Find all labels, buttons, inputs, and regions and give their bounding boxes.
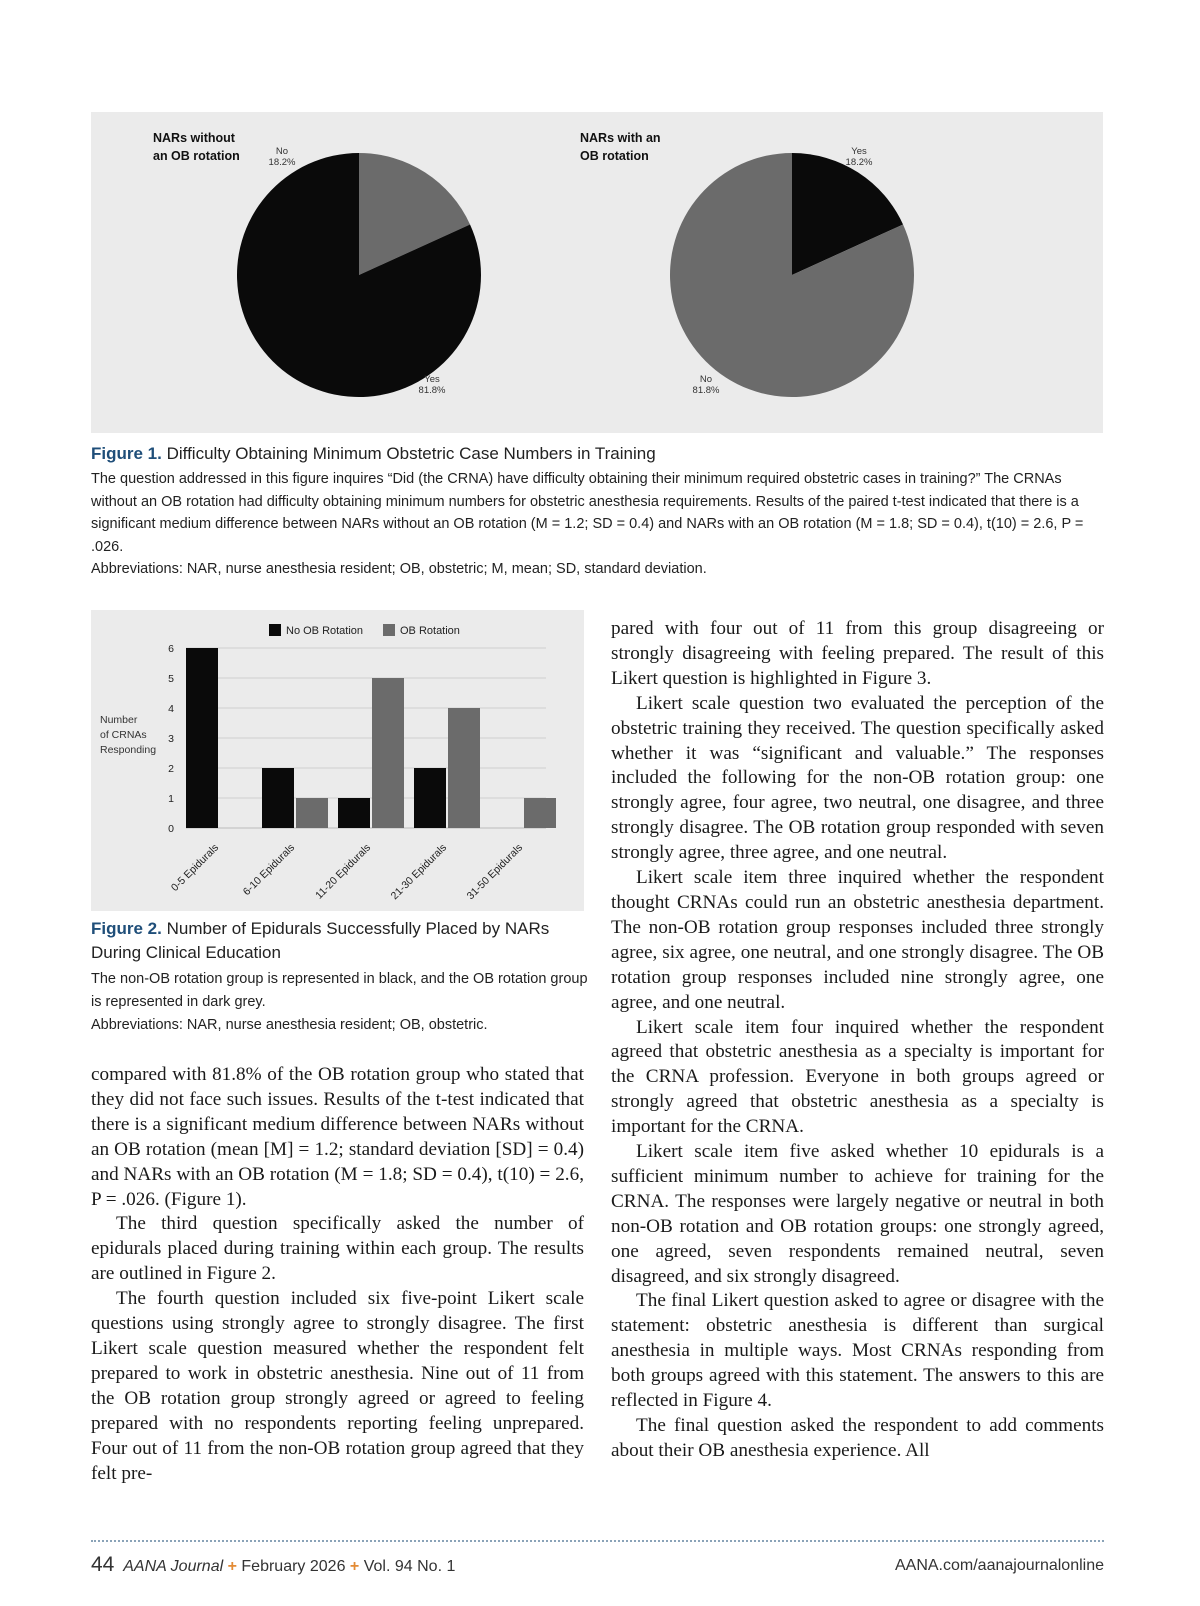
x-tick-label: 31-50 Epidurals [464, 841, 526, 903]
pie-slice-label: Yes [424, 374, 440, 385]
pie-slice-value: 81.8% [692, 385, 720, 396]
figure-2-caption-title [91, 917, 591, 965]
paragraph: compared with 81.8% of the OB rotation group who stated that they did not face such issues. Results of the t-test indicated that there is a significant medium difference between NARs without an OB rotation (mean [M] = 1.2; standard deviation [SD] = 0.4) and NARs with an OB rotation (M = 1.8; SD = 0.4), t(10) = 2.6, P = .026. (Figure 1). [91, 1064, 584, 1210]
paragraph: The final Likert question asked to agree or disagree with the statement: obstetric anesthesia is different than surgical anesthesia in multiple ways. Most CRNAs responding from both groups agreed with this statement. The answers to this are reflected in Figure 4. [611, 1290, 1104, 1412]
figure-2-label: Figure 2. [91, 919, 162, 938]
bar-no-ob-rotation [414, 768, 446, 828]
pie-title: NARs without [153, 131, 235, 145]
journal-url[interactable]: AANA.com/aanajournalonline [894, 1557, 1104, 1574]
paragraph: Likert scale item three inquired whether the respondent thought CRNAs could run an obstetric anesthesia department. The non-OB rotation group responses included three strongly agree, six agree, one neutral, and one strongly disagree. The OB rotation group responses included nine strongly agree, one agree, and one neutral. [611, 867, 1104, 1013]
pie-slice-value: 18.2% [268, 157, 296, 168]
bar-ob-rotation [372, 678, 404, 828]
figure-1-caption-title [91, 443, 1106, 465]
bar-no-ob-rotation [186, 648, 218, 828]
issue-number: No. 1 [417, 1558, 456, 1575]
figure-2-caption [91, 917, 591, 1037]
separator-icon: + [349, 1558, 360, 1575]
figure-1-pie-charts [91, 112, 1103, 433]
x-tick-label: 6-10 Epidurals [240, 841, 298, 899]
figure-2-bar-chart [91, 610, 584, 911]
figure-1-caption [91, 443, 1106, 581]
volume: Vol. 94 [363, 1558, 413, 1575]
figure-2-abbreviations: Abbreviations: NAR, nurse anesthesia resident; OB, obstetric. [91, 1017, 488, 1033]
paragraph: The final question asked the respondent to add comments about their OB anesthesia experience. All [611, 1415, 1104, 1461]
pie-slice-value: 81.8% [418, 385, 446, 396]
right-text-column [611, 617, 1104, 1464]
chart-legend [269, 624, 460, 637]
figure-1-caption-body: The question addressed in this figure inquires “Did (the CRNA) have difficulty obtaining their minimum required obstetric cases in training?” The CRNAs without an OB rotation had difficulty obtaining minimum numbers for obstetric anesthesia requirements. Results of the paired t-test indicated that there is a significant medium difference between NARs without an OB rotation (M = 1.2; SD = 0.4) and NARs with an OB rotation (M = 1.8; SD = 0.4), t(10) = 2.6, P = .026. [91, 471, 1084, 555]
paragraph: The fourth question included six five-point Likert scale questions using strongly agree to strongly disagree. The first Likert scale question measured whether the respondent felt prepared to work in obstetric anesthesia. Nine out of 11 from the OB rotation group strongly agreed or agreed to feeling prepared with no respondents reporting feeling unprepared. Four out of 11 from the non-OB rotation group agreed that they felt pre- [91, 1288, 584, 1484]
figure-2-svg [91, 610, 584, 911]
figure-1-title-text: Difficulty Obtaining Minimum Obstetric Case Numbers in Training [166, 444, 656, 463]
y-tick-label: 1 [168, 793, 174, 805]
pie-slice-label: Yes [851, 146, 867, 157]
paragraph: Likert scale question two evaluated the perception of the obstetric training they received. The question specifically asked whether it was “significant and valuable.” The responses included the following for the non-OB rotation group: one strongly agree, four agree, two neutral, one disagree, and three strongly disagree. The OB rotation group responded with seven strongly agree, three agree, and one neutral. [611, 692, 1104, 864]
figure-1-svg [91, 112, 1103, 433]
legend-swatch [383, 624, 395, 636]
y-tick-label: 6 [168, 643, 174, 655]
paragraph: Likert scale item four inquired whether the respondent agreed that obstetric anesthesia as a specialty is important for the CRNA profession. Everyone in both groups agreed or strongly agreed that obstetric anesthesia as a specialty is important for the CRNA. [611, 1016, 1104, 1138]
bar-no-ob-rotation [262, 768, 294, 828]
legend-label: OB Rotation [400, 625, 460, 637]
page-footer [91, 1553, 1104, 1579]
y-tick-label: 4 [168, 703, 174, 715]
figure-1-abbreviations: Abbreviations: NAR, nurse anesthesia resident; OB, obstetric; M, mean; SD, standard deviation. [91, 561, 707, 577]
x-tick-label: 0-5 Epidurals [168, 841, 222, 894]
bar-ob-rotation [296, 798, 328, 828]
pie-slice-value: 18.2% [845, 157, 873, 168]
paragraph: The third question specifically asked the number of epidurals placed during training within each group. The results are outlined in Figure 2. [91, 1213, 584, 1285]
y-axis-label: of CRNAs [100, 729, 147, 741]
pie-title: an OB rotation [153, 149, 240, 163]
bar-no-ob-rotation [338, 798, 370, 828]
x-tick-label: 21-30 Epidurals [388, 841, 450, 903]
pie-title: OB rotation [580, 149, 649, 163]
paragraph: Likert scale item five asked whether 10 epidurals is a sufficient minimum number to achieve for training for the CRNA. The responses were largely negative or neutral in both non-OB rotation and OB rotation groups: one strongly agreed, one agreed, seven respondents remained neutral, seven disagreed, and six strongly disagreed. [611, 1141, 1104, 1287]
bar-ob-rotation [524, 798, 556, 828]
y-axis-label: Responding [100, 744, 157, 756]
y-tick-label: 5 [168, 673, 174, 685]
y-tick-label: 0 [168, 823, 174, 835]
legend-swatch [269, 624, 281, 636]
pie-slice-label: No [699, 374, 713, 385]
pie-slice-label: No [275, 146, 289, 157]
separator-icon: + [227, 1558, 237, 1575]
figure-1-label: Figure 1. [91, 444, 162, 463]
pie-chart-1 [153, 131, 481, 397]
left-text-column [91, 1063, 584, 1486]
issue-date: February 2026 [241, 1558, 346, 1575]
figure-2-title-text: Number of Epidurals Successfully Placed by NARs During Clinical Education [91, 919, 550, 962]
paragraph: pared with four out of 11 from this group disagreeing or strongly disagreeing with feeling prepared. The result of this Likert question is highlighted in Figure 3. [611, 618, 1104, 689]
x-tick-label: 11-20 Epidurals [313, 841, 374, 902]
pie-title: NARs with an [580, 131, 661, 145]
y-tick-label: 2 [168, 763, 174, 775]
pie-chart-2 [580, 131, 914, 397]
journal-name: AANA Journal [123, 1558, 224, 1575]
y-axis-label: Number [100, 714, 138, 726]
y-tick-label: 3 [168, 733, 174, 745]
bar-ob-rotation [448, 708, 480, 828]
figure-2-caption-body: The non-OB rotation group is represented in black, and the OB rotation group is represented in dark grey. [91, 971, 588, 1010]
footer-divider [91, 1540, 1104, 1542]
legend-label: No OB Rotation [286, 625, 364, 637]
page-number: 44 [91, 1553, 115, 1576]
